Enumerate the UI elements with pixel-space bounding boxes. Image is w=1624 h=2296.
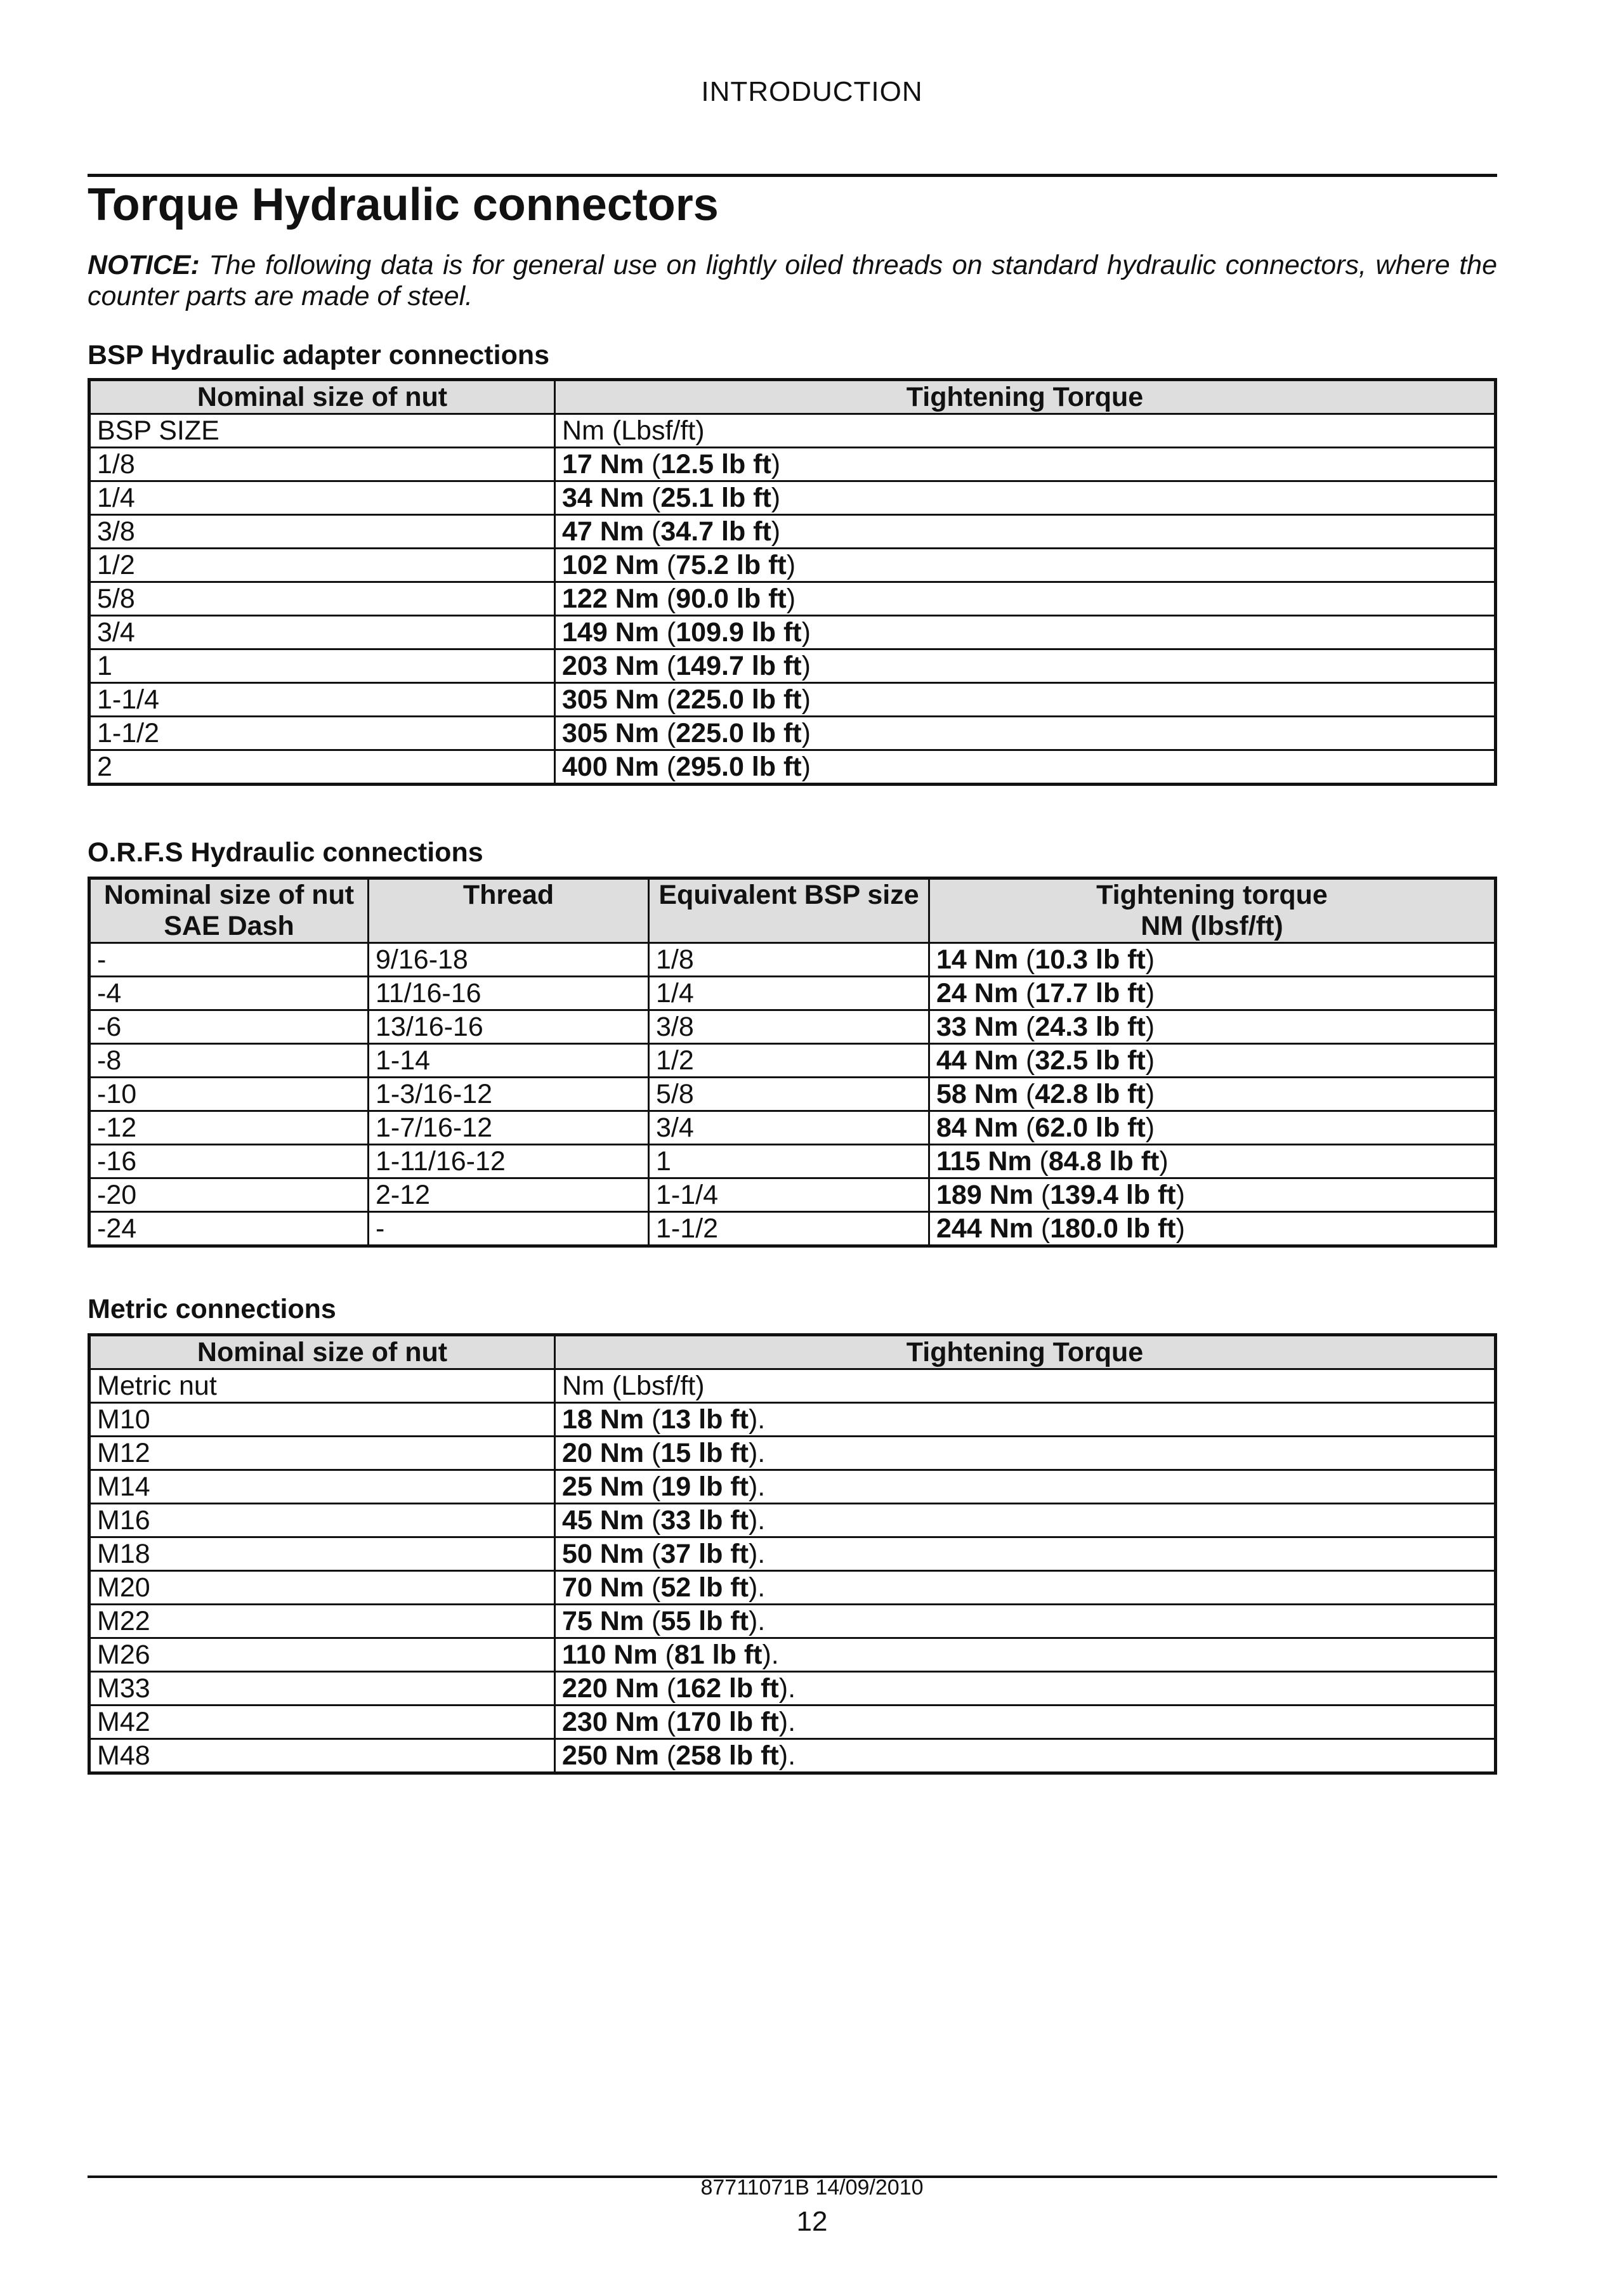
nut-size-cell: M22 [89, 1605, 555, 1638]
orfs-header-row [89, 878, 1496, 943]
torque-cell [555, 717, 1496, 750]
torque-nm: 115 Nm [936, 1146, 1032, 1177]
units-label: BSP SIZE [89, 414, 555, 448]
table-row [89, 582, 1496, 616]
table-row [89, 1706, 1496, 1739]
notice-label: NOTICE: [88, 250, 200, 280]
torque-cell [929, 1078, 1496, 1111]
sae-dash-cell: -4 [89, 977, 369, 1010]
paren-close: ) [801, 617, 811, 648]
orfs-header-thread: Thread [369, 878, 649, 943]
torque-lbft: 15 lb ft [660, 1438, 749, 1468]
nut-size-cell: 1/8 [89, 448, 555, 481]
torque-lbft: 81 lb ft [674, 1640, 763, 1670]
table-row [89, 1605, 1496, 1638]
torque-nm: 44 Nm [936, 1045, 1019, 1076]
nut-size-cell: 1/2 [89, 549, 555, 582]
paren-close: ). [778, 1707, 796, 1737]
torque-cell [929, 1178, 1496, 1212]
torque-nm: 34 Nm [562, 483, 645, 513]
torque-lbft: 75.2 lb ft [676, 550, 787, 580]
torque-lbft: 149.7 lb ft [676, 651, 802, 681]
torque-nm: 45 Nm [562, 1505, 645, 1536]
page-title: Torque Hydraulic connectors [88, 179, 719, 230]
paren-close: ) [801, 718, 811, 748]
bsp-size-cell: 1/8 [649, 943, 929, 977]
torque-nm: 110 Nm [562, 1640, 658, 1670]
bsp-size-cell: 1 [649, 1145, 929, 1178]
paren-open: ( [644, 1505, 661, 1536]
table-row [89, 549, 1496, 582]
paren-open: ( [644, 1471, 661, 1502]
paren-close: ). [748, 1606, 766, 1636]
paren-close: ) [786, 550, 796, 580]
paren-open: ( [1018, 944, 1035, 975]
torque-lbft: 62.0 lb ft [1035, 1112, 1146, 1143]
torque-lbft: 25.1 lb ft [660, 483, 771, 513]
paren-close: ). [778, 1673, 796, 1704]
torque-nm: 400 Nm [562, 752, 659, 782]
paren-close: ) [771, 483, 781, 513]
orfs-header-torque: Tightening torque NM (lbsf/ft) [929, 878, 1496, 943]
units-value: Nm (Lbsf/ft) [555, 1369, 1496, 1403]
table-row [89, 717, 1496, 750]
torque-cell [555, 1706, 1496, 1739]
paren-close: ) [1175, 1213, 1185, 1244]
torque-nm: 17 Nm [562, 449, 645, 479]
table-row [89, 943, 1496, 977]
sae-dash-cell: -10 [89, 1078, 369, 1111]
metric-caption: Metric connections [88, 1294, 336, 1324]
torque-nm: 18 Nm [562, 1404, 645, 1435]
orfs-caption: O.R.F.S Hydraulic connections [88, 837, 483, 868]
table-row [89, 515, 1496, 549]
torque-lbft: 32.5 lb ft [1035, 1045, 1146, 1076]
bsp-caption: BSP Hydraulic adapter connections [88, 340, 550, 370]
table-row [89, 1504, 1496, 1537]
paren-close: ) [801, 684, 811, 715]
notice-text: The following data is for general use on lightly oiled threads on standard hydraulic connectors, where the counter parts are made of steel. [88, 250, 1498, 311]
table-row [89, 977, 1496, 1010]
table-row [89, 1044, 1496, 1078]
torque-lbft: 162 lb ft [676, 1673, 779, 1704]
torque-cell [555, 1739, 1496, 1773]
paren-close: ) [786, 584, 796, 614]
nut-size-cell: 1/4 [89, 481, 555, 515]
paren-close: ). [762, 1640, 779, 1670]
torque-nm: 75 Nm [562, 1606, 645, 1636]
torque-nm: 203 Nm [562, 651, 659, 681]
torque-lbft: 225.0 lb ft [676, 718, 802, 748]
paren-close: ) [1145, 944, 1155, 975]
paren-open: ( [657, 1640, 674, 1670]
nut-size-cell: M33 [89, 1672, 555, 1706]
thread-cell: 1-11/16-12 [369, 1145, 649, 1178]
torque-cell [555, 515, 1496, 549]
torque-nm: 33 Nm [936, 1012, 1019, 1042]
torque-cell [929, 977, 1496, 1010]
metric-header-nut: Nominal size of nut [89, 1335, 555, 1369]
paren-open: ( [658, 1707, 676, 1737]
torque-lbft: 10.3 lb ft [1035, 944, 1146, 975]
paren-close: ) [771, 449, 781, 479]
torque-nm: 149 Nm [562, 617, 659, 648]
paren-close: ). [748, 1539, 766, 1569]
table-row [89, 1638, 1496, 1672]
bsp-size-cell: 1-1/4 [649, 1178, 929, 1212]
torque-cell [929, 1111, 1496, 1145]
paren-open: ( [644, 1572, 661, 1603]
torque-cell [555, 616, 1496, 649]
torque-cell [555, 683, 1496, 717]
torque-cell [555, 1605, 1496, 1638]
torque-lbft: 139.4 lb ft [1050, 1180, 1176, 1210]
table-row [89, 1437, 1496, 1470]
torque-cell [555, 1504, 1496, 1537]
paren-open: ( [644, 1539, 661, 1569]
table-row [89, 1470, 1496, 1504]
torque-lbft: 52 lb ft [660, 1572, 749, 1603]
nut-size-cell: M26 [89, 1638, 555, 1672]
table-row [89, 1145, 1496, 1178]
paren-close: ) [1145, 978, 1155, 1008]
torque-cell [929, 1044, 1496, 1078]
table-row [89, 683, 1496, 717]
bsp-size-cell: 3/8 [649, 1010, 929, 1044]
notice-paragraph [88, 250, 1497, 312]
table-row [89, 1078, 1496, 1111]
torque-nm: 47 Nm [562, 516, 645, 547]
torque-lbft: 295.0 lb ft [676, 752, 802, 782]
torque-nm: 84 Nm [936, 1112, 1019, 1143]
torque-lbft: 33 lb ft [660, 1505, 749, 1536]
nut-size-cell: M16 [89, 1504, 555, 1537]
header-rule [88, 174, 1497, 177]
paren-open: ( [1018, 1045, 1035, 1076]
table-row [89, 1571, 1496, 1605]
paren-open: ( [644, 1606, 661, 1636]
sae-dash-cell: -12 [89, 1111, 369, 1145]
torque-nm: 20 Nm [562, 1438, 645, 1468]
paren-close: ) [1145, 1079, 1155, 1109]
table-row [89, 1178, 1496, 1212]
torque-lbft: 24.3 lb ft [1035, 1012, 1146, 1042]
table-row [89, 750, 1496, 785]
torque-cell [929, 1145, 1496, 1178]
torque-lbft: 17.7 lb ft [1035, 978, 1146, 1008]
paren-close: ) [1145, 1045, 1155, 1076]
thread-cell: 1-14 [369, 1044, 649, 1078]
paren-open: ( [658, 617, 676, 648]
torque-lbft: 90.0 lb ft [676, 584, 787, 614]
torque-lbft: 37 lb ft [660, 1539, 749, 1569]
sae-dash-cell: -8 [89, 1044, 369, 1078]
thread-cell: 1-7/16-12 [369, 1111, 649, 1145]
bsp-size-cell: 1-1/2 [649, 1212, 929, 1246]
torque-nm: 14 Nm [936, 944, 1019, 975]
paren-open: ( [1031, 1146, 1049, 1177]
paren-open: ( [644, 1438, 661, 1468]
orfs-header-nut: Nominal size of nut SAE Dash [89, 878, 369, 943]
paren-close: ) [1175, 1180, 1185, 1210]
torque-lbft: 34.7 lb ft [660, 516, 771, 547]
bsp-header-torque: Tightening Torque [555, 380, 1496, 414]
thread-cell: 2-12 [369, 1178, 649, 1212]
thread-cell: 13/16-16 [369, 1010, 649, 1044]
nut-size-cell: M10 [89, 1403, 555, 1437]
table-row [89, 616, 1496, 649]
torque-cell [555, 750, 1496, 785]
torque-nm: 102 Nm [562, 550, 659, 580]
paren-open: ( [658, 550, 676, 580]
paren-close: ) [801, 651, 811, 681]
paren-close: ). [748, 1505, 766, 1536]
paren-open: ( [1018, 1079, 1035, 1109]
torque-lbft: 19 lb ft [660, 1471, 749, 1502]
torque-nm: 58 Nm [936, 1079, 1019, 1109]
paren-open: ( [658, 752, 676, 782]
torque-cell [555, 1537, 1496, 1571]
torque-lbft: 109.9 lb ft [676, 617, 802, 648]
metric-units-row [89, 1369, 1496, 1403]
nut-size-cell: M20 [89, 1571, 555, 1605]
paren-open: ( [644, 1404, 661, 1435]
nut-size-cell: 2 [89, 750, 555, 785]
table-row [89, 1403, 1496, 1437]
paren-open: ( [658, 584, 676, 614]
nut-size-cell: M18 [89, 1537, 555, 1571]
table-row [89, 481, 1496, 515]
torque-lbft: 180.0 lb ft [1050, 1213, 1176, 1244]
paren-open: ( [1033, 1180, 1051, 1210]
torque-lbft: 258 lb ft [676, 1740, 779, 1771]
paren-close: ). [748, 1471, 766, 1502]
paren-close: ). [778, 1740, 796, 1771]
torque-cell [555, 649, 1496, 683]
paren-close: ) [1145, 1112, 1155, 1143]
paren-close: ) [1159, 1146, 1169, 1177]
table-row [89, 1111, 1496, 1145]
table-row [89, 1672, 1496, 1706]
orfs-header-bsp: Equivalent BSP size [649, 878, 929, 943]
torque-cell [929, 943, 1496, 977]
paren-close: ) [1145, 1012, 1155, 1042]
torque-cell [555, 582, 1496, 616]
page-number: 12 [796, 2206, 828, 2237]
torque-cell [555, 1437, 1496, 1470]
paren-open: ( [658, 684, 676, 715]
torque-cell [555, 549, 1496, 582]
torque-cell [555, 1571, 1496, 1605]
nut-size-cell: 3/4 [89, 616, 555, 649]
torque-nm: 50 Nm [562, 1539, 645, 1569]
torque-cell [555, 1403, 1496, 1437]
torque-nm: 24 Nm [936, 978, 1019, 1008]
torque-lbft: 225.0 lb ft [676, 684, 802, 715]
torque-cell [555, 448, 1496, 481]
torque-cell [555, 1672, 1496, 1706]
nut-size-cell: M14 [89, 1470, 555, 1504]
paren-open: ( [644, 449, 661, 479]
table-row [89, 1212, 1496, 1246]
nut-size-cell: 1-1/2 [89, 717, 555, 750]
paren-open: ( [1018, 1012, 1035, 1042]
sae-dash-cell: - [89, 943, 369, 977]
paren-open: ( [658, 651, 676, 681]
sae-dash-cell: -24 [89, 1212, 369, 1246]
torque-nm: 305 Nm [562, 684, 659, 715]
thread-cell: 1-3/16-12 [369, 1078, 649, 1111]
torque-cell [555, 1470, 1496, 1504]
thread-cell: - [369, 1212, 649, 1246]
torque-cell [555, 1638, 1496, 1672]
bsp-header-row [89, 380, 1496, 414]
metric-table [88, 1333, 1497, 1775]
orfs-table [88, 877, 1497, 1248]
bsp-table [88, 378, 1497, 786]
paren-open: ( [644, 516, 661, 547]
paren-open: ( [644, 483, 661, 513]
bsp-header-nut: Nominal size of nut [89, 380, 555, 414]
thread-cell: 9/16-18 [369, 943, 649, 977]
paren-close: ) [771, 516, 781, 547]
torque-cell [555, 481, 1496, 515]
torque-nm: 250 Nm [562, 1740, 659, 1771]
bsp-size-cell: 1/4 [649, 977, 929, 1010]
torque-cell [929, 1010, 1496, 1044]
table-row [89, 649, 1496, 683]
bsp-units-row [89, 414, 1496, 448]
paren-close: ) [801, 752, 811, 782]
document-reference: 87711071B 14/09/2010 [700, 2175, 924, 2200]
bsp-size-cell: 3/4 [649, 1111, 929, 1145]
paren-close: ). [748, 1438, 766, 1468]
torque-nm: 220 Nm [562, 1673, 659, 1704]
paren-open: ( [1033, 1213, 1051, 1244]
thread-cell: 11/16-16 [369, 977, 649, 1010]
paren-open: ( [1018, 1112, 1035, 1143]
torque-nm: 230 Nm [562, 1707, 659, 1737]
nut-size-cell: 1 [89, 649, 555, 683]
paren-close: ). [748, 1572, 766, 1603]
nut-size-cell: 3/8 [89, 515, 555, 549]
torque-nm: 70 Nm [562, 1572, 645, 1603]
paren-open: ( [658, 1673, 676, 1704]
torque-nm: 122 Nm [562, 584, 659, 614]
bsp-size-cell: 1/2 [649, 1044, 929, 1078]
table-row [89, 1537, 1496, 1571]
torque-lbft: 13 lb ft [660, 1404, 749, 1435]
torque-lbft: 170 lb ft [676, 1707, 779, 1737]
units-label: Metric nut [89, 1369, 555, 1403]
metric-header-row [89, 1335, 1496, 1369]
nut-size-cell: M48 [89, 1739, 555, 1773]
table-row [89, 1010, 1496, 1044]
torque-nm: 25 Nm [562, 1471, 645, 1502]
nut-size-cell: M42 [89, 1706, 555, 1739]
table-row [89, 1739, 1496, 1773]
paren-open: ( [658, 1740, 676, 1771]
paren-close: ). [748, 1404, 766, 1435]
metric-header-torque: Tightening Torque [555, 1335, 1496, 1369]
torque-cell [929, 1212, 1496, 1246]
units-value: Nm (Lbsf/ft) [555, 414, 1496, 448]
torque-lbft: 84.8 lb ft [1048, 1146, 1160, 1177]
torque-nm: 244 Nm [936, 1213, 1033, 1244]
nut-size-cell: 5/8 [89, 582, 555, 616]
table-row [89, 448, 1496, 481]
nut-size-cell: 1-1/4 [89, 683, 555, 717]
nut-size-cell: M12 [89, 1437, 555, 1470]
section-header: INTRODUCTION [701, 76, 923, 107]
paren-open: ( [658, 718, 676, 748]
sae-dash-cell: -6 [89, 1010, 369, 1044]
bsp-size-cell: 5/8 [649, 1078, 929, 1111]
torque-lbft: 12.5 lb ft [660, 449, 771, 479]
sae-dash-cell: -16 [89, 1145, 369, 1178]
paren-open: ( [1018, 978, 1035, 1008]
torque-nm: 305 Nm [562, 718, 659, 748]
sae-dash-cell: -20 [89, 1178, 369, 1212]
torque-lbft: 42.8 lb ft [1035, 1079, 1146, 1109]
torque-nm: 189 Nm [936, 1180, 1033, 1210]
torque-lbft: 55 lb ft [660, 1606, 749, 1636]
